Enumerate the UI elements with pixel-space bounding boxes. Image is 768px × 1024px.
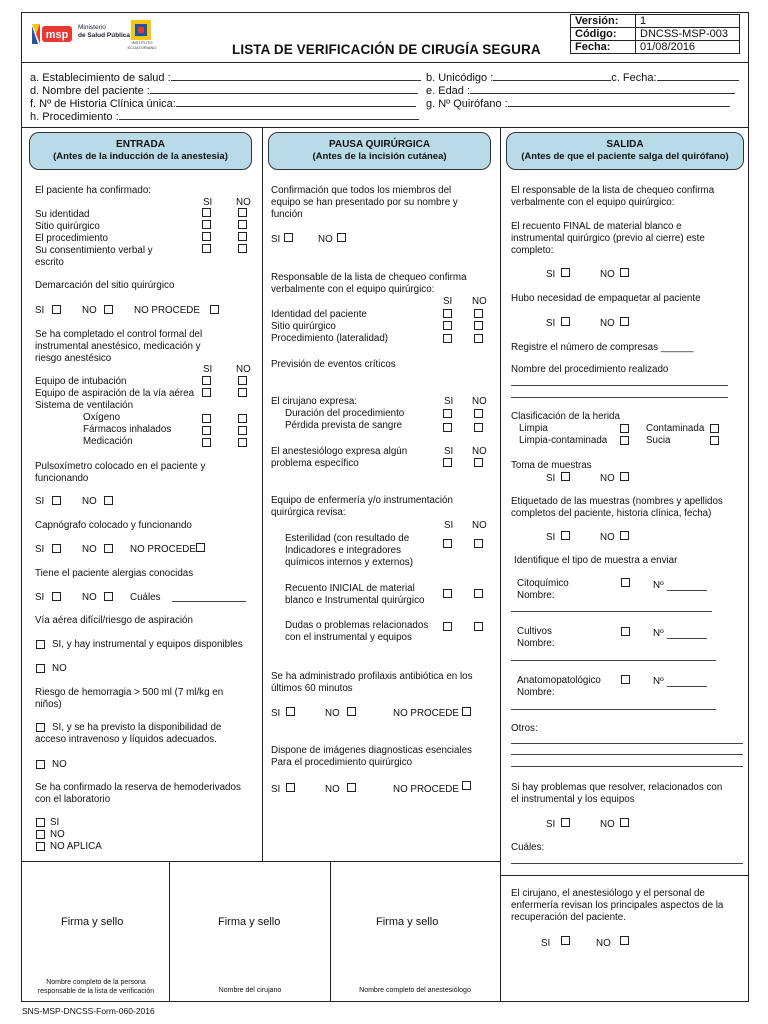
quirofano-input[interactable] [508, 96, 730, 107]
no-label: NO [600, 473, 615, 484]
checkbox-no[interactable] [36, 760, 45, 769]
checkbox-no[interactable] [238, 208, 247, 217]
no-label: NO [596, 938, 611, 949]
checkbox-si[interactable] [443, 539, 452, 548]
no-procede-label: NO PROCEDE [393, 784, 459, 795]
checkbox-si[interactable] [202, 208, 211, 217]
firma-label-2: Firma y sello [218, 916, 281, 928]
signature-sub-text: responsable de la lista de verificación [37, 988, 155, 995]
item-text: Oxígeno [83, 412, 121, 423]
signature-sub-text: Nombre completo del anestesiólogo [359, 987, 471, 994]
phase-subtitle: (Antes de la inducción de la anestesia) [53, 151, 228, 162]
otros-label: Otros: [511, 723, 538, 734]
procedimiento-input[interactable] [119, 109, 419, 120]
checkbox-si[interactable] [443, 309, 452, 318]
field-label: d. Nombre del paciente : [30, 85, 150, 97]
checkbox-no[interactable] [620, 317, 629, 326]
si-label: SI [50, 817, 60, 828]
si-label: SI [35, 496, 45, 507]
checkbox-no[interactable] [238, 220, 247, 229]
checkbox-no[interactable] [238, 232, 247, 241]
meta-row-date [571, 41, 740, 54]
cuales-label: Cuáles [130, 592, 161, 603]
question-text: últimos 60 minutos [271, 683, 353, 694]
item-text: El procedimiento [35, 233, 108, 244]
field-quirofano [426, 96, 730, 110]
column-divider-2 [500, 127, 501, 1002]
checkbox-no[interactable] [474, 589, 483, 598]
field-label: f. Nº de Historia Clínica única: [30, 98, 176, 110]
question-text: verbalmente con el equipo quirúrgico: [511, 197, 675, 208]
meta-value[interactable]: DNCSS-MSP-003 [636, 28, 740, 41]
msp-logo-icon [30, 20, 74, 48]
phase-subtitle: (Antes de la incisión cutánea) [312, 151, 447, 162]
checkbox-no-procede[interactable] [210, 305, 219, 314]
meta-table [570, 14, 740, 54]
phase-title: ENTRADA [116, 139, 165, 150]
field-label: e. Edad : [426, 85, 471, 97]
question-text: problema específico [271, 458, 359, 469]
otros-input[interactable] [511, 743, 743, 744]
option-text: SI, y hay instrumental y equipos disponibles [52, 639, 243, 650]
phase-subtitle: (Antes de que el paciente salga del quirófano) [521, 151, 729, 162]
checkbox-si[interactable] [443, 334, 452, 343]
checkbox-si[interactable] [443, 589, 452, 598]
no-label: NO [82, 544, 97, 555]
si-label: SI [444, 446, 454, 457]
anatomopatologico-number-input[interactable] [667, 686, 707, 687]
no-label: NO [82, 496, 97, 507]
question-text: El anestesiólogo expresa algún [271, 446, 408, 457]
item-text: Equipo de aspiración de la vía aérea [35, 388, 195, 399]
question-text: Riesgo de hemorragia > 500 ml (7 ml/kg en [35, 687, 224, 698]
si-label: SI [546, 819, 556, 830]
question-text: instrumental anestésico, medicación y [35, 341, 201, 352]
otros-input[interactable] [511, 754, 743, 755]
item-text: Indicadores e integradores [285, 545, 402, 556]
question-text: Identifique el tipo de muestra a enviar [514, 555, 678, 566]
si-label: SI [546, 532, 556, 543]
question-text: Previsión de eventos críticos [271, 359, 396, 370]
iess-text [122, 40, 162, 50]
iess-line2: ECUATORIANO [127, 45, 157, 50]
item-text: Sistema de ventilación [35, 400, 134, 411]
question-text: completos del paciente, historia clínica, fecha) [511, 508, 712, 519]
checkbox-si[interactable] [202, 376, 211, 385]
form-code-footer: SNS-MSP-DNCSS-Form-060-2016 [22, 1006, 155, 1016]
question-text: Si hay problemas que resolver, relacionados con [511, 782, 723, 793]
si-label: SI [546, 473, 556, 484]
no-label: NO [600, 532, 615, 543]
wound-option: Limpia [519, 423, 548, 434]
checkbox-no[interactable] [36, 830, 45, 839]
phase-salida [506, 132, 744, 170]
sample-type: Anatomopatológico [517, 675, 601, 686]
si-label: SI [443, 296, 453, 307]
question-text: instrumental quirúrgico (previo al cierre) este [511, 233, 705, 244]
option-text: SI, y se ha previsto la disponibilidad de [52, 722, 222, 733]
si-label: SI [444, 520, 454, 531]
checkbox-si[interactable] [202, 414, 211, 423]
question-text: enfermería revisan los principales aspectos de la [511, 900, 724, 911]
si-label: SI [271, 708, 281, 719]
item-text: Procedimiento (lateralidad) [271, 333, 389, 344]
field-procedimiento [30, 109, 419, 123]
question-text: el instrumental y los equipos [511, 794, 635, 805]
meta-key: Fecha: [571, 41, 636, 54]
checkbox-si[interactable] [202, 232, 211, 241]
checkbox-no[interactable] [104, 305, 113, 314]
checkbox-si[interactable] [36, 640, 45, 649]
question-text: Para el procedimiento quirúrgico [271, 757, 413, 768]
checkbox-si[interactable] [202, 220, 211, 229]
no-label: NO [472, 520, 487, 531]
no-label: NO [318, 234, 333, 245]
question-text: Hubo necesidad de empaquetar al paciente [511, 293, 701, 304]
checkbox-no[interactable] [474, 321, 483, 330]
page-title: LISTA DE VERIFICACIÓN DE CIRUGÍA SEGURA [232, 42, 541, 57]
item-text: Medicación [83, 436, 133, 447]
si-label: SI [444, 396, 454, 407]
item-text: Duración del procedimiento [285, 408, 405, 419]
no-procede-label: NO PROCEDE [134, 305, 200, 316]
no-label: NO [52, 759, 67, 770]
question-text: Confirmación que todos los miembros del [271, 185, 452, 196]
checkbox-si[interactable] [202, 388, 211, 397]
checkbox-no-aplica[interactable] [36, 842, 45, 851]
checkbox-no[interactable] [474, 309, 483, 318]
item-text: Pérdida prevista de sangre [285, 420, 403, 431]
checkbox-no[interactable] [238, 426, 247, 435]
checkbox-no[interactable] [620, 472, 629, 481]
question-text: recuperación del paciente. [511, 912, 626, 923]
unicodigo-input[interactable] [493, 70, 611, 81]
checkbox-no[interactable] [238, 376, 247, 385]
checkbox-no[interactable] [474, 622, 483, 631]
establecimiento-input[interactable] [171, 70, 421, 81]
checkbox-sucia[interactable] [710, 436, 719, 445]
firma-label-1: Firma y sello [61, 916, 124, 928]
no-procede-label: NO PROCEDE [130, 544, 196, 555]
item-text: Sitio quirúrgico [35, 221, 100, 232]
number-label: Nº [653, 676, 664, 687]
ministry-line2: de Salud Pública [78, 32, 131, 39]
question-text: El responsable de la lista de chequeo confirma [511, 185, 715, 196]
question-text: El recuento FINAL de material blanco e [511, 221, 682, 232]
item-text: con el instrumental y equipos [285, 632, 412, 643]
item-text: Esterilidad (con resultado de [285, 533, 410, 544]
field-label: b. Unicódigo : [426, 72, 494, 84]
citoquimico-number-input[interactable] [667, 590, 707, 591]
si-label: SI [35, 305, 45, 316]
ministry-text [78, 24, 130, 40]
item-text: Equipo de intubación [35, 376, 127, 387]
phase-pausa [268, 132, 491, 170]
checkbox-no[interactable] [474, 458, 483, 467]
checkbox-si[interactable] [561, 472, 570, 481]
signature-sub-text: Nombre completo de la persona [46, 979, 146, 986]
no-label: NO [472, 396, 487, 407]
no-label: NO [52, 663, 67, 674]
question-text: verbalmente con el equipo quirúrgico: [271, 284, 435, 295]
cuales-input[interactable] [511, 863, 743, 864]
no-label: NO [600, 819, 615, 830]
checkbox-si[interactable] [52, 592, 61, 601]
signature-divider-1 [169, 861, 170, 1002]
checkbox-si[interactable] [443, 458, 452, 467]
number-label: Nº [653, 628, 664, 639]
wound-option: Contaminada [646, 423, 705, 434]
checkbox-no[interactable] [238, 244, 247, 253]
question-text: con el laboratorio [35, 794, 111, 805]
checkbox-anatomopatologico[interactable] [621, 675, 630, 684]
question-text: El cirujano, el anestesiólogo y el personal de [511, 888, 705, 899]
no-label: NO [472, 296, 487, 307]
checkbox-no[interactable] [104, 544, 113, 553]
field-label: h. Procedimiento : [30, 111, 119, 123]
item-text: Fármacos inhalados [83, 424, 172, 435]
checkbox-cultivos[interactable] [621, 627, 630, 636]
checkbox-limpia[interactable] [620, 424, 629, 433]
question-text: Responsable de la lista de chequeo confirma [271, 272, 467, 283]
sample-type: Citoquímico [517, 578, 569, 589]
si-label: SI [271, 784, 281, 795]
checkbox-si[interactable] [286, 783, 295, 792]
phase-title: PAUSA QUIRÚRGICA [328, 139, 431, 150]
meta-key: Versión: [571, 15, 636, 28]
sample-type: Cultivos [517, 626, 552, 637]
checkbox-no[interactable] [238, 388, 247, 397]
citoquimico-nombre-input[interactable] [511, 611, 712, 612]
meta-row-version [571, 15, 740, 28]
checkbox-si[interactable] [52, 496, 61, 505]
firma-label-3: Firma y sello [376, 916, 439, 928]
checkbox-no[interactable] [474, 539, 483, 548]
msp-logo-text: msp [45, 29, 69, 41]
field-label: g. Nº Quirófano : [426, 98, 508, 110]
meta-key: Código: [571, 28, 636, 41]
si-label: SI [35, 592, 45, 603]
question-text: Se ha administrado profilaxis antibiótica en los [271, 671, 473, 682]
column-divider-1 [262, 127, 263, 861]
checkbox-si[interactable] [443, 409, 452, 418]
anatomopatologico-nombre-input[interactable] [511, 709, 716, 710]
checkbox-limpia-contaminada[interactable] [620, 436, 629, 445]
historia-clinica-input[interactable] [176, 96, 416, 107]
item-text: Dudas o problemas relacionados [285, 620, 429, 631]
cuales-input[interactable] [172, 601, 246, 602]
item-text: Sitio quirúrgico [271, 321, 336, 332]
checkbox-si[interactable] [52, 544, 61, 553]
no-label: NO [236, 364, 251, 375]
meta-value[interactable]: 01/08/2016 [636, 41, 740, 54]
otros-input[interactable] [511, 766, 743, 767]
item-text: Recuento INICIAL de material [285, 583, 415, 594]
number-label: Nº [653, 580, 664, 591]
question-text: El cirujano expresa: [271, 396, 358, 407]
question-text: función [271, 209, 303, 220]
question-text: Equipo de enfermería y/o instrumentación [271, 495, 453, 506]
question-text[interactable]: Registre el número de compresas ______ [511, 342, 694, 353]
meta-row-code [571, 28, 740, 41]
checkbox-contaminada[interactable] [710, 424, 719, 433]
question-text: Pulsoxímetro colocado en el paciente y [35, 461, 206, 472]
checkbox-no-procede[interactable] [462, 707, 471, 716]
no-procede-label: NO PROCEDE [393, 708, 459, 719]
salida-divider [500, 875, 749, 876]
meta-value[interactable]: 1 [636, 15, 740, 28]
checkbox-no[interactable] [474, 334, 483, 343]
item-text: escrito [35, 257, 64, 268]
nombre-label: Nombre: [517, 638, 555, 649]
si-label: SI [541, 938, 551, 949]
checkbox-si[interactable] [561, 268, 570, 277]
field-establecimiento [30, 70, 421, 84]
signature-cirujano[interactable] [175, 986, 325, 995]
cultivos-nombre-input[interactable] [511, 660, 716, 661]
question-text: quirúrgica revisa: [271, 507, 346, 518]
si-label: SI [35, 544, 45, 555]
checkbox-no[interactable] [620, 268, 629, 277]
no-label: NO [82, 592, 97, 603]
question-text: Se ha completado el control formal del [35, 329, 203, 340]
fecha-input[interactable] [657, 70, 739, 81]
checkbox-si[interactable] [561, 936, 570, 945]
field-historia [30, 96, 416, 110]
question-text: Dispone de imágenes diagnosticas esenciales [271, 745, 472, 756]
si-label: SI [546, 269, 556, 280]
question-text: Capnógrafo colocado y funcionando [35, 520, 192, 531]
checkbox-si[interactable] [443, 321, 452, 330]
option-text: acceso intravenoso y líquidos adecuados. [35, 734, 217, 745]
checkbox-si[interactable] [202, 426, 211, 435]
ministry-line1: Ministerio [78, 24, 106, 31]
phase-title: SALIDA [606, 139, 644, 150]
signature-divider-2 [330, 861, 331, 1002]
no-label: NO [472, 446, 487, 457]
signature-responsable[interactable] [28, 978, 164, 996]
checkbox-si[interactable] [284, 233, 293, 242]
no-label: NO [600, 318, 615, 329]
question-text: niños) [35, 699, 62, 710]
edad-input[interactable] [470, 83, 735, 94]
question-text: Etiquetado de las muestras (nombres y apellidos [511, 496, 723, 507]
question-text: Tiene el paciente alergias conocidas [35, 568, 194, 579]
procedimiento-realizado-input[interactable] [511, 397, 728, 398]
si-label: SI [546, 318, 556, 329]
checkbox-si[interactable] [36, 723, 45, 732]
item-text: Identidad del paciente [271, 309, 367, 320]
checkbox-si[interactable] [561, 531, 570, 540]
signature-divider [21, 861, 500, 862]
field-edad [426, 83, 735, 97]
checkbox-no[interactable] [104, 496, 113, 505]
checkbox-no[interactable] [36, 664, 45, 673]
phase-entrada [29, 132, 252, 170]
checkbox-si[interactable] [202, 244, 211, 253]
signature-anestesiologo[interactable] [335, 986, 495, 995]
checkbox-si[interactable] [52, 305, 61, 314]
checkbox-si[interactable] [561, 317, 570, 326]
checkbox-no[interactable] [347, 707, 356, 716]
field-label: c. Fecha: [611, 72, 657, 84]
nombre-paciente-input[interactable] [150, 83, 418, 94]
checkbox-citoquimico[interactable] [621, 578, 630, 587]
si-label: SI [271, 234, 281, 245]
checkbox-si[interactable] [36, 818, 45, 827]
no-label: NO [50, 829, 65, 840]
checkbox-si[interactable] [443, 622, 452, 631]
checkbox-no[interactable] [620, 531, 629, 540]
question-text: Clasificación de la herida [511, 411, 620, 422]
no-label: NO [600, 269, 615, 280]
no-aplica-label: NO APLICA [50, 841, 102, 852]
question-text: El paciente ha confirmado: [35, 185, 151, 196]
checkbox-no[interactable] [238, 414, 247, 423]
checkbox-no[interactable] [238, 438, 247, 447]
nombre-label: Nombre: [517, 590, 555, 601]
iess-line1: INSTITUTO [131, 40, 153, 45]
question-text: Demarcación del sitio quirúrgico [35, 280, 175, 291]
checkbox-no[interactable] [474, 423, 483, 432]
item-text: químicos internos y externos) [285, 557, 413, 568]
wound-option: Sucia [646, 435, 671, 446]
cuales-label: Cuáles: [511, 842, 545, 853]
checkbox-no-procede[interactable] [196, 543, 205, 552]
checkbox-no[interactable] [337, 233, 346, 242]
checkbox-si[interactable] [561, 818, 570, 827]
item-text: Su consentimiento verbal y [35, 245, 153, 256]
checkbox-no[interactable] [104, 592, 113, 601]
cultivos-number-input[interactable] [667, 638, 707, 639]
checkbox-si[interactable] [443, 423, 452, 432]
si-label: SI [203, 197, 213, 208]
no-label: NO [325, 708, 340, 719]
question-text: funcionando [35, 473, 89, 484]
signature-sub-text: Nombre del cirujano [218, 987, 282, 994]
field-unicodigo [426, 70, 739, 84]
si-label: SI [203, 364, 213, 375]
no-label: NO [236, 197, 251, 208]
field-nombre [30, 83, 418, 97]
checkbox-si[interactable] [202, 438, 211, 447]
question-text: Nombre del procedimiento realizado [511, 364, 669, 375]
question-text: Toma de muestras [511, 460, 592, 471]
question-text: riesgo anestésico [35, 353, 112, 364]
question-text: equipo se han presentado por su nombre y [271, 197, 458, 208]
procedimiento-realizado-input[interactable] [511, 385, 728, 386]
question-text: Se ha confirmado la reserva de hemoderivados [35, 782, 241, 793]
field-label: a. Establecimiento de salud : [30, 72, 171, 84]
wound-option: Limpia-contaminada [519, 435, 608, 446]
question-text: completo: [511, 245, 554, 256]
checkbox-no[interactable] [347, 783, 356, 792]
header-divider [21, 62, 749, 63]
checkbox-no[interactable] [474, 409, 483, 418]
patient-divider [21, 127, 749, 128]
checkbox-no[interactable] [620, 936, 629, 945]
item-text: blanco e Instrumental quirúrgico [285, 595, 425, 606]
no-label: NO [325, 784, 340, 795]
item-text: Su identidad [35, 209, 90, 220]
question-text: Vía aérea difícil/riesgo de aspiración [35, 615, 193, 626]
checkbox-si[interactable] [286, 707, 295, 716]
checkbox-no[interactable] [620, 818, 629, 827]
no-label: NO [82, 305, 97, 316]
checkbox-no-procede[interactable] [462, 781, 471, 790]
nombre-label: Nombre: [517, 687, 555, 698]
